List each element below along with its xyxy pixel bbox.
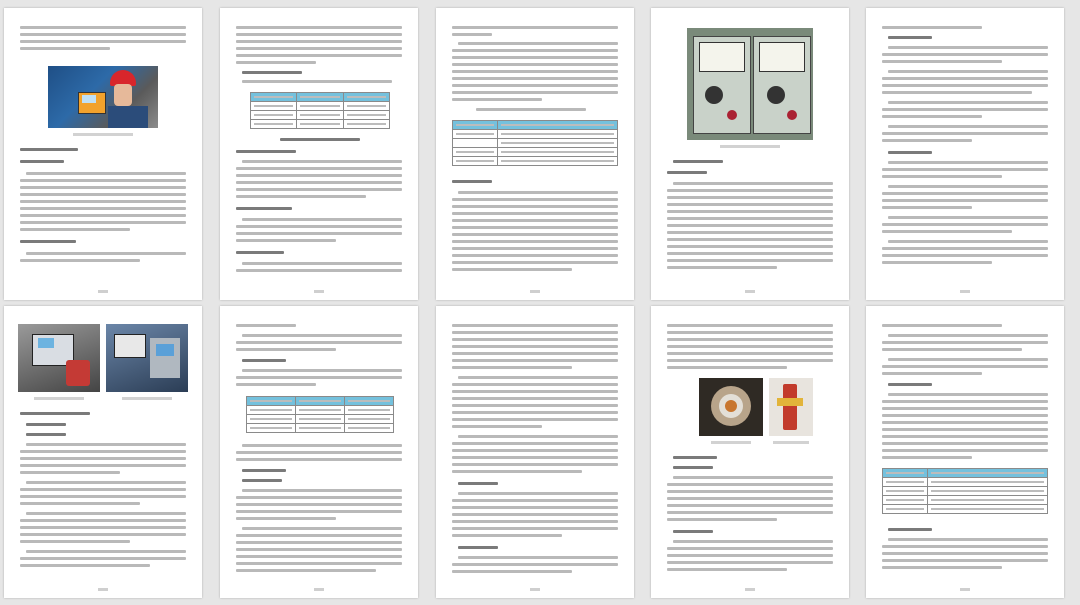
technician-photo (48, 66, 158, 128)
wiring-photo (769, 378, 813, 436)
page-2 (220, 8, 418, 300)
table-10 (882, 468, 1048, 514)
equipment-photo-left (18, 324, 100, 392)
page-3 (436, 8, 634, 300)
page-6 (4, 306, 202, 598)
cable-photo (699, 378, 763, 436)
page-7 (220, 306, 418, 598)
page-9 (651, 306, 849, 598)
equipment-photo-right (106, 324, 188, 392)
page-10 (866, 306, 1064, 598)
page-4 (651, 8, 849, 300)
page-8 (436, 306, 634, 598)
instrument-photo (687, 28, 813, 140)
page-5 (866, 8, 1064, 300)
page-1 (4, 8, 202, 300)
table-2 (250, 92, 390, 129)
table-3 (452, 120, 618, 166)
table-7 (246, 396, 394, 433)
